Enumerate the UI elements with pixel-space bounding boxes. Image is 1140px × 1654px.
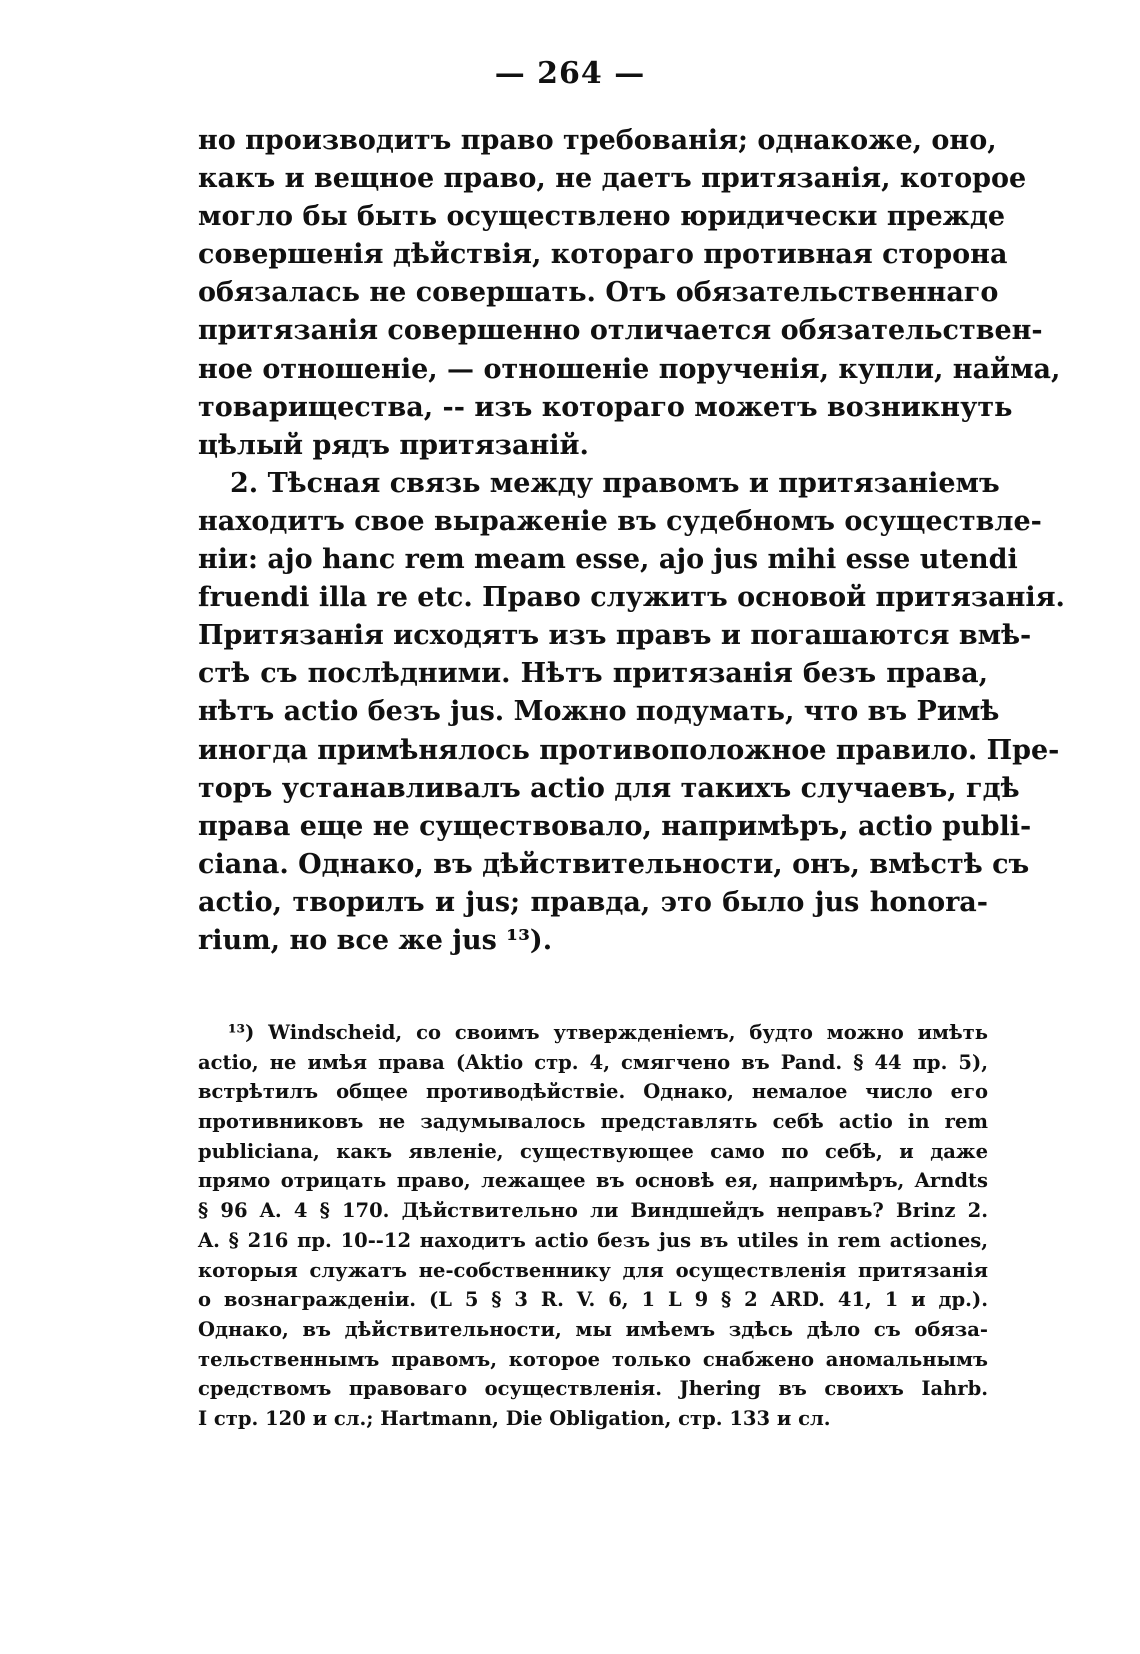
footnote-line: тельственнымъ правомъ, которое только снабжено аномальнымъ [198,1347,988,1371]
text-line: товарищества, -- изъ котораго можетъ возникнуть [198,391,1013,423]
page-number: — 264 — [494,56,646,91]
text-line: торъ устанавливалъ actio для такихъ случаевъ, гдѣ [198,772,1020,804]
footnote-line: publiciana, какъ явленіе, существующее само по себѣ, и даже [198,1139,988,1163]
text-line-footnote-ref: rium, но все же jus ¹³). [198,924,553,956]
footnote-line: actio, не имѣя права (Aktio стр. 4, смягчено въ Pand. § 44 пр. 5), [198,1050,988,1074]
text-line: стѣ съ послѣдними. Нѣтъ притязанія безъ права, [198,658,988,690]
text-line: могло бы быть осуществлено юридически прежде [198,201,1006,233]
footnote-line: Однако, въ дѣйствительности, мы имѣемъ здѣсь дѣло съ обяза- [198,1317,988,1341]
text-line: actio, творилъ и jus; правда, это было jus honora- [198,886,988,918]
footnote-line: средствомъ правоваго осуществленія. Jhering въ своихъ Iahrb. [198,1377,988,1401]
text-line: права еще не существовало, напримѣръ, actio publi- [198,810,1032,842]
text-line: какъ и вещное право, не даетъ притязанія, которое [198,163,1027,195]
text-line: Притязанія исходятъ изъ правъ и погашаются вмѣ- [198,620,1032,652]
main-text [198,122,1065,960]
paragraph-2-start: 2. Тѣсная связь между правомъ и притязаніемъ [230,467,1000,499]
footnote-line: I стр. 120 и сл.; Hartmann, Die Obligation, стр. 133 и сл. [198,1406,831,1430]
text-line: нѣтъ actio безъ jus. Можно подумать, что въ Римѣ [198,696,1000,728]
footnote-line: § 96 A. 4 § 170. Дѣйствительно ли Виндшейдъ неправъ? Brinz 2. [198,1199,988,1223]
text-line: ное отношеніе, — отношеніе порученія, купли, найма, [198,353,1061,385]
text-line: fruendi illa re etc. Право служитъ основой притязанія. [198,582,1065,614]
footnote-line: встрѣтилъ общее противодѣйствіе. Однако, немалое число его [198,1080,988,1104]
text-line: обязалась не совершать. Отъ обязательственнаго [198,277,999,309]
text-line: совершенія дѣйствія, котораго противная сторона [198,239,1008,271]
text-line: иногда примѣнялось противоположное правило. Пре- [198,734,1060,766]
text-line: но производитъ право требованія; однакоже, оно, [198,125,997,156]
footnote-13 [198,1018,988,1434]
text-line: притязанія совершенно отличается обязательствен- [198,315,1043,347]
footnote-line: о вознагражденіи. (L 5 § 3 R. V. 6, 1 L 9 § 2 ARD. 41, 1 и др.). [198,1288,988,1312]
footnote-line: противниковъ не задумывалось представлять себѣ actio in rem [198,1110,988,1134]
text-line: цѣлый рядъ притязаній. [198,429,589,461]
footnote-line: которыя служатъ не-собственнику для осуществленія притязанія [198,1258,988,1282]
footnote-line: ¹³) Windscheid, со своимъ утвержденіемъ, будто можно имѣть [228,1021,988,1044]
footnote-line: A. § 216 пр. 10--12 находитъ actio безъ jus въ utiles in rem actiones, [198,1228,988,1252]
text-line: ciana. Однако, въ дѣйствительности, онъ, вмѣстѣ съ [198,848,1030,880]
text-line: находитъ свое выраженіе въ судебномъ осуществле- [198,505,1042,537]
text-line: ніи: ajo hanc rem meam esse, ajo jus mihi esse utendi [198,544,1018,576]
footnote-line: прямо отрицать право, лежащее въ основѣ ея, напримѣръ, Arndts [198,1169,988,1193]
